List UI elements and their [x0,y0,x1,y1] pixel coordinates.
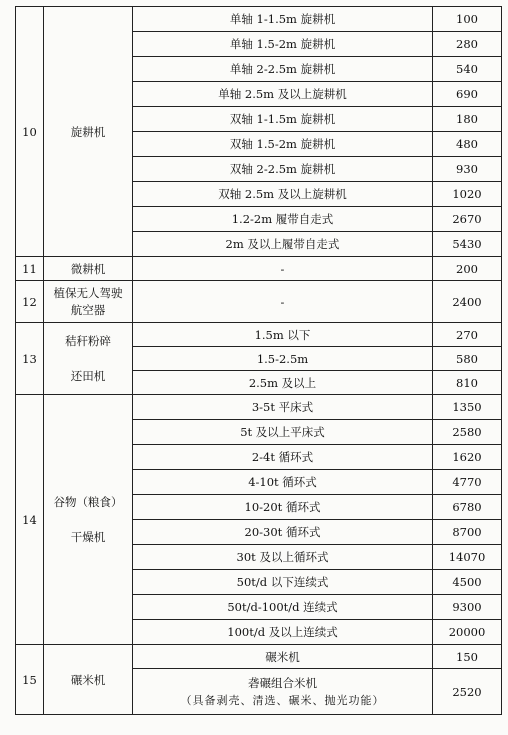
table-row [16,281,502,323]
price-cell: 1020 [433,182,502,207]
machine-name-line1: 秸秆粉碎 [65,333,111,348]
price-cell: 14070 [433,545,502,570]
spec-cell: 2-4t 循环式 [133,445,433,470]
spec-cell: 3-5t 平床式 [133,395,433,420]
price-cell: 20000 [433,620,502,645]
spec-cell [133,669,433,715]
spec-cell: 双轴 1-1.5m 旋耕机 [133,107,433,132]
price-cell: 8700 [433,520,502,545]
spec-line1: 砻碾组合米机 [248,675,317,690]
price-cell: 1350 [433,395,502,420]
price-cell: 5430 [433,232,502,257]
machine-name [44,281,133,323]
table-row [16,645,502,669]
price-cell: 2670 [433,207,502,232]
spec-cell: 单轴 1-1.5m 旋耕机 [133,7,433,32]
spec-cell: 1.5m 以下 [133,323,433,347]
table-row [16,257,502,281]
spec-cell: 50t/d-100t/d 连续式 [133,595,433,620]
table-row [16,7,502,32]
row-number: 14 [16,395,44,645]
spec-cell: 单轴 2-2.5m 旋耕机 [133,57,433,82]
machine-name [44,395,133,645]
price-cell: 540 [433,57,502,82]
machine-name: 旋耕机 [44,7,133,257]
spec-cell: 单轴 1.5-2m 旋耕机 [133,32,433,57]
spec-cell: 双轴 1.5-2m 旋耕机 [133,132,433,157]
price-cell: 2520 [433,669,502,715]
price-cell: 580 [433,347,502,371]
machine-name: 微耕机 [44,257,133,281]
price-cell: 6780 [433,495,502,520]
price-cell: 280 [433,32,502,57]
price-cell: 100 [433,7,502,32]
price-cell: 930 [433,157,502,182]
spec-cell: 4-10t 循环式 [133,470,433,495]
spec-cell: 5t 及以上平床式 [133,420,433,445]
spec-cell: 双轴 2.5m 及以上旋耕机 [133,182,433,207]
subsidy-table [15,6,502,715]
spec-cell: 2m 及以上履带自走式 [133,232,433,257]
price-cell: 4500 [433,570,502,595]
spec-cell: 20-30t 循环式 [133,520,433,545]
price-cell: 180 [433,107,502,132]
price-cell: 150 [433,645,502,669]
row-number: 10 [16,7,44,257]
spec-cell: 2.5m 及以上 [133,371,433,395]
spec-cell: 10-20t 循环式 [133,495,433,520]
price-cell: 810 [433,371,502,395]
spec-cell: 30t 及以上循环式 [133,545,433,570]
spec-cell: 双轴 2-2.5m 旋耕机 [133,157,433,182]
machine-name-line1: 谷物（粮食） [53,494,123,509]
price-cell: 480 [433,132,502,157]
spec-cell: 单轴 2.5m 及以上旋耕机 [133,82,433,107]
spec-line2: （具备剥壳、清选、碾米、抛光功能） [180,693,385,707]
price-cell: 1620 [433,445,502,470]
price-cell: 2400 [433,281,502,323]
spec-cell: - [133,257,433,281]
price-cell: 200 [433,257,502,281]
table-row [16,323,502,347]
price-cell: 690 [433,82,502,107]
row-number: 12 [16,281,44,323]
machine-name: 碾米机 [44,645,133,715]
spec-cell: 1.5-2.5m [133,347,433,371]
spec-cell: 100t/d 及以上连续式 [133,620,433,645]
spec-cell: 1.2-2m 履带自走式 [133,207,433,232]
machine-name-line2: 航空器 [70,302,106,317]
machine-name-line2: 还田机 [70,368,106,383]
spec-cell: 碾米机 [133,645,433,669]
machine-name-line1: 植保无人驾驶 [53,285,123,300]
row-number: 15 [16,645,44,715]
price-cell: 270 [433,323,502,347]
price-cell: 2580 [433,420,502,445]
machine-name [44,323,133,395]
row-number: 13 [16,323,44,395]
table-row [16,395,502,420]
machine-name-line2: 干燥机 [70,529,106,544]
spec-cell: 50t/d 以下连续式 [133,570,433,595]
row-number: 11 [16,257,44,281]
price-cell: 9300 [433,595,502,620]
price-cell: 4770 [433,470,502,495]
spec-cell: - [133,281,433,323]
